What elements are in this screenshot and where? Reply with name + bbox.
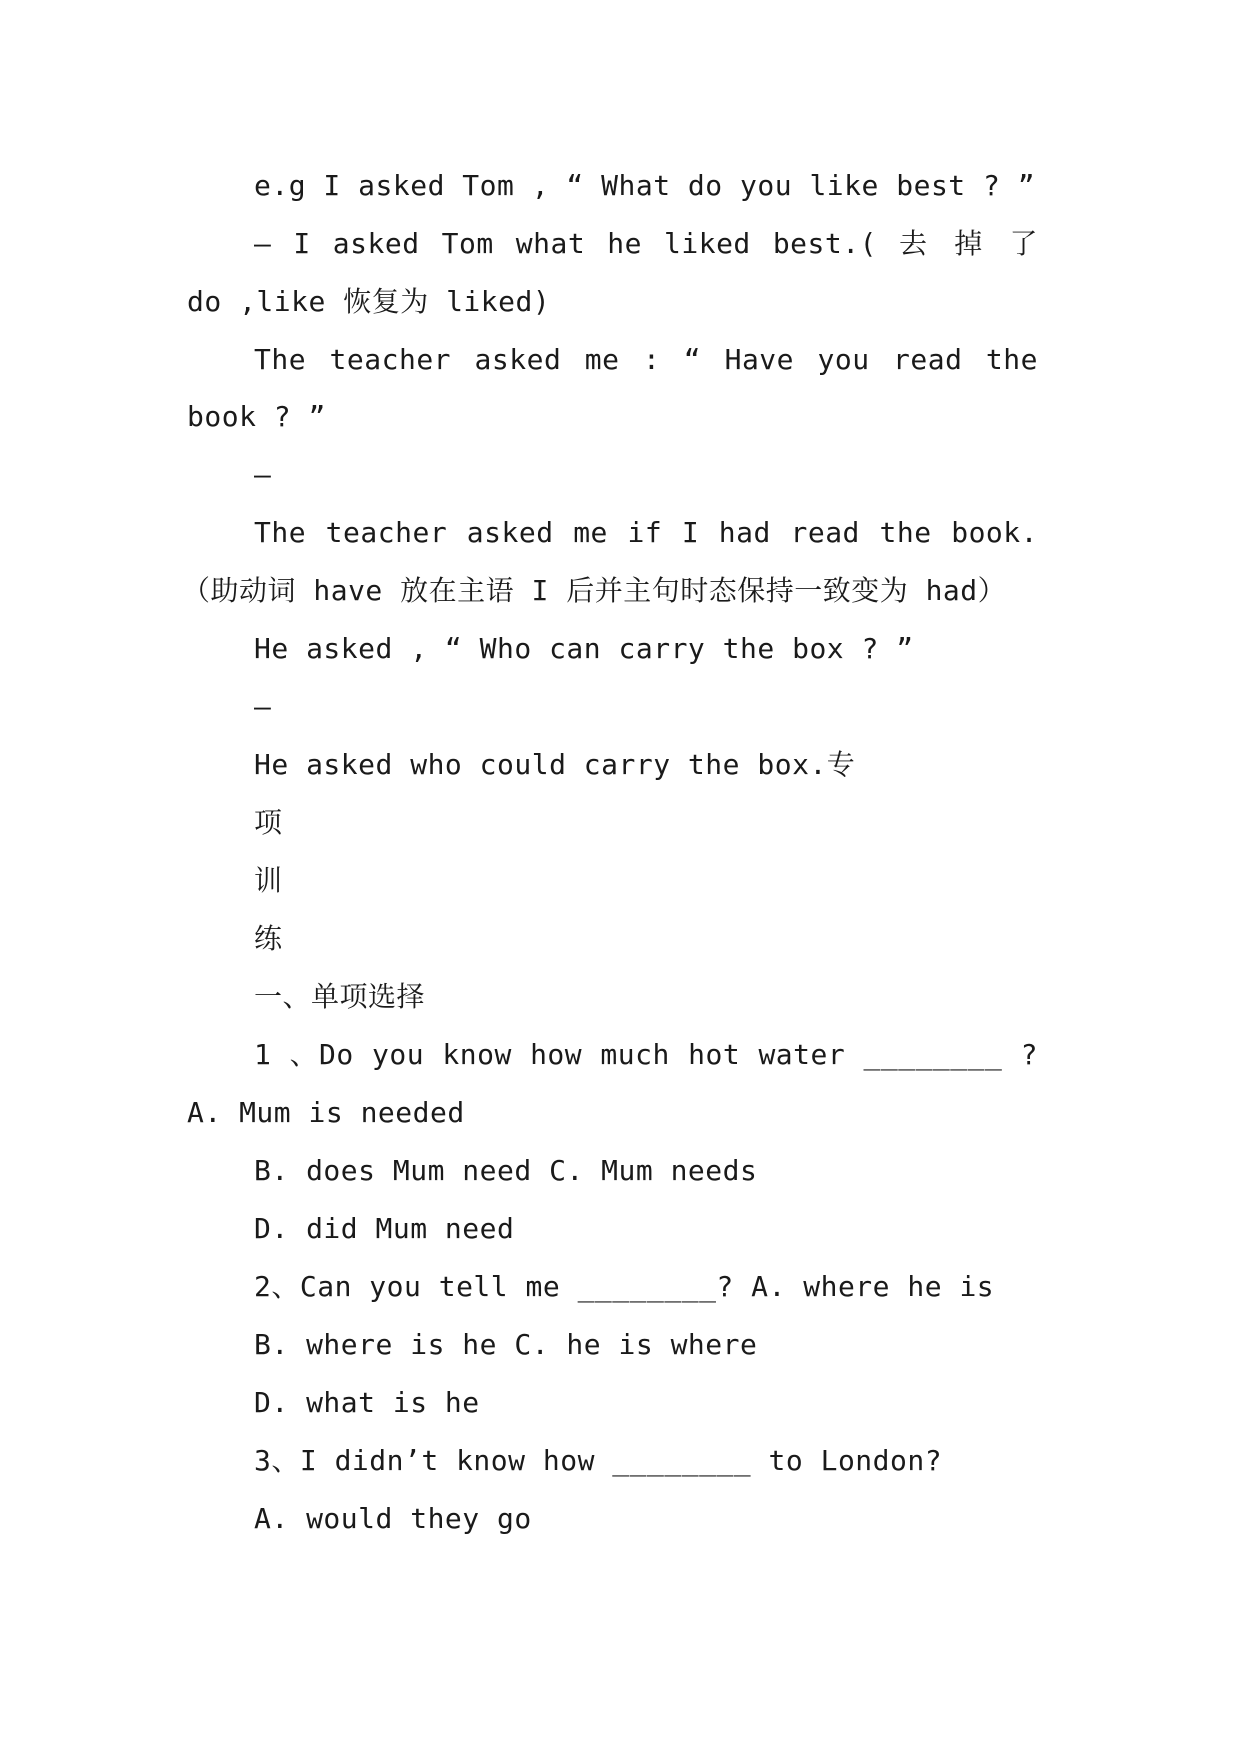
answer-option: A. would they go [254, 1502, 532, 1535]
text-line: e.g I asked Tom , “ What do you like best ? ” [254, 169, 1036, 202]
answer-option: A. Mum is needed [187, 1096, 465, 1129]
answer-option: D. did Mum need [254, 1212, 515, 1245]
text-line: 项 [254, 806, 283, 839]
question-stem: 2、Can you tell me ________? A. where he is [254, 1270, 995, 1303]
text-line: He asked , “ Who can carry the box ? ” [254, 632, 914, 665]
question-stem: 3、I didn’t know how ________ to London? [254, 1444, 943, 1477]
text-line: The teacher asked me : “ Have you read the [254, 343, 1038, 376]
text-line: — I asked Tom what he liked best.( 去 掉 了 [254, 227, 1038, 260]
text-line: book ? ” [187, 400, 326, 433]
question-stem: 1 、Do you know how much hot water ________ ? [254, 1038, 1038, 1071]
text-line: The teacher asked me if I had read the book. [254, 516, 1038, 549]
text-line: do ,like 恢复为 liked) [187, 285, 551, 318]
section-heading: 一、单项选择 [254, 980, 426, 1013]
text-line: — [254, 458, 272, 491]
text-line: 练 [254, 922, 283, 955]
answer-option: B. does Mum need C. Mum needs [254, 1154, 758, 1187]
text-line: He asked who could carry the box.专 [254, 748, 856, 781]
answer-option: B. where is he C. he is where [254, 1328, 758, 1361]
text-line: 训 [254, 864, 283, 897]
text-line: （助动词 have 放在主语 I 后并主句时态保持一致变为 had） [182, 574, 1007, 607]
text-line: — [254, 690, 272, 723]
answer-option: D. what is he [254, 1386, 480, 1419]
